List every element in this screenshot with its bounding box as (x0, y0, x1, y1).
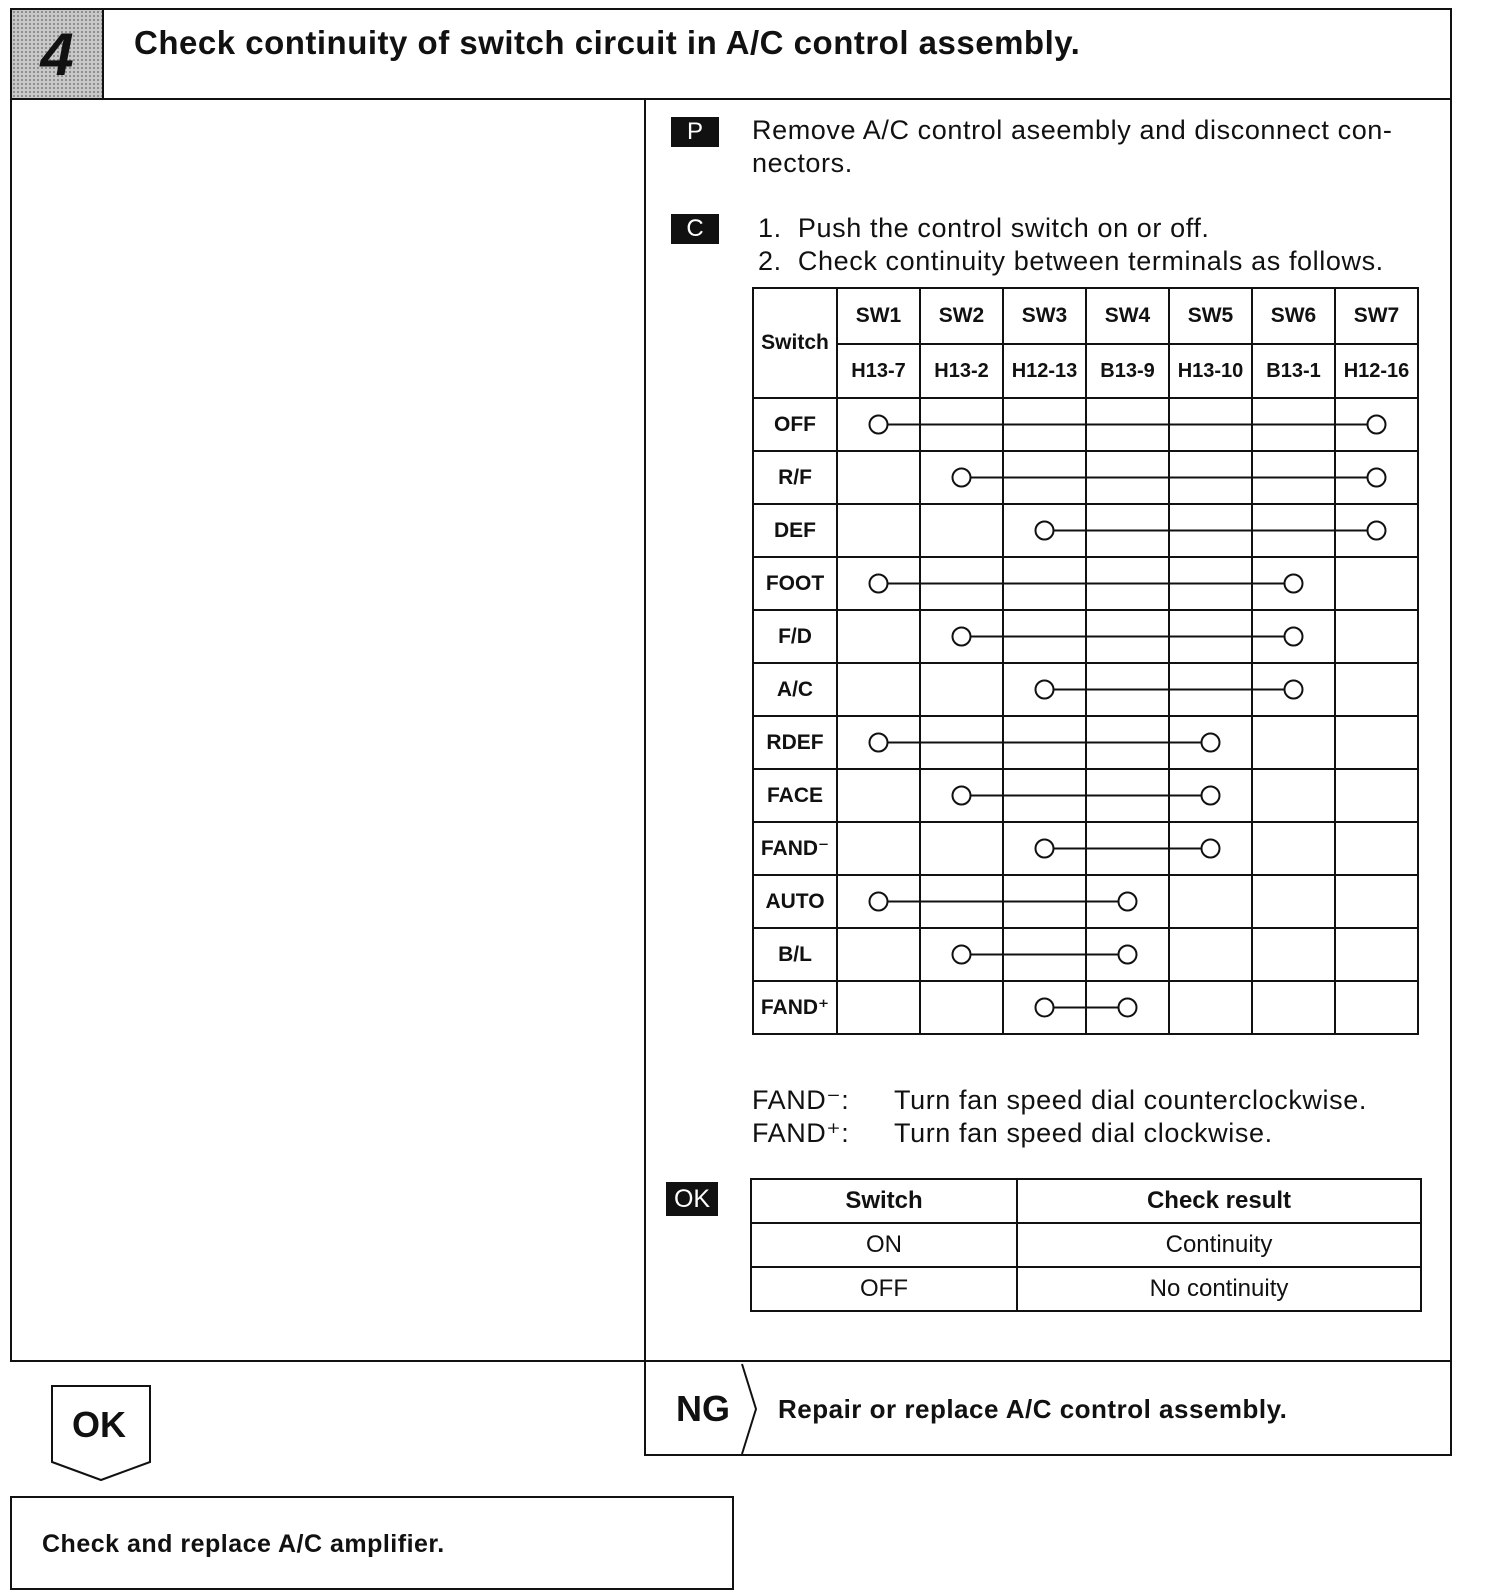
terminal-circle-icon (870, 575, 888, 593)
result-cell: Continuity (1017, 1223, 1421, 1267)
terminal-header: B13-9 (1086, 344, 1169, 398)
result-header-check: Check result (1017, 1179, 1421, 1223)
terminal-circle-icon (1202, 840, 1220, 858)
fand-notes (752, 1084, 1367, 1150)
note-fand-plus-text: Turn fan speed dial clockwise. (894, 1118, 1273, 1148)
next-step-text: Check and replace A/C amplifier. (42, 1530, 445, 1558)
terminal-circle-icon (1036, 522, 1054, 540)
terminal-circle-icon (1119, 946, 1137, 964)
procedure-text-line1: Remove A/C control aseembly and disconnect con- (752, 115, 1393, 145)
check-step-2: 2. Check continuity between terminals as follows. (758, 246, 1384, 276)
row-label: FAND⁻ (753, 822, 837, 875)
row-label: AUTO (753, 875, 837, 928)
terminal-circle-icon (1285, 628, 1303, 646)
note-fand-plus-label: FAND⁺: (752, 1118, 850, 1148)
row-label: F/D (753, 610, 837, 663)
terminal-circle-icon (1202, 734, 1220, 752)
ng-label: NG (676, 1388, 730, 1429)
terminal-circle-icon (1368, 469, 1386, 487)
switch-header: SW2 (920, 288, 1003, 344)
row-label: FACE (753, 769, 837, 822)
terminal-header: H13-2 (920, 344, 1003, 398)
row-label: FOOT (753, 557, 837, 610)
result-header-row (751, 1179, 1421, 1223)
ok-badge: OK (666, 1182, 718, 1216)
result-row (751, 1267, 1421, 1311)
check-badge: C (671, 214, 719, 244)
terminal-circle-icon (953, 787, 971, 805)
row-label: RDEF (753, 716, 837, 769)
terminal-circle-icon (1202, 787, 1220, 805)
result-cell: No continuity (1017, 1267, 1421, 1311)
switch-header: SW1 (837, 288, 920, 344)
row-label: OFF (753, 398, 837, 451)
note-fand-minus-text: Turn fan speed dial counterclockwise. (894, 1085, 1367, 1115)
switch-header: SW7 (1335, 288, 1418, 344)
terminal-header: H13-7 (837, 344, 920, 398)
terminal-circle-icon (870, 734, 888, 752)
result-header-switch: Switch (751, 1179, 1017, 1223)
check-step-1: 1. Push the control switch on or off. (758, 213, 1210, 243)
terminal-header: H12-13 (1003, 344, 1086, 398)
terminal-circle-icon (1119, 893, 1137, 911)
page-title: Check continuity of switch circuit in A/C control assembly. (134, 24, 1081, 61)
result-cell: OFF (751, 1267, 1017, 1311)
terminal-circle-icon (1036, 999, 1054, 1017)
terminal-circle-icon (870, 893, 888, 911)
terminal-header: H12-16 (1335, 344, 1418, 398)
step-number: 4 (40, 20, 74, 88)
procedure-text-line2: nectors. (752, 148, 853, 178)
ng-action: Repair or replace A/C control assembly. (778, 1394, 1288, 1424)
row-label: DEF (753, 504, 837, 557)
switch-header: SW6 (1252, 288, 1335, 344)
terminal-circle-icon (1285, 681, 1303, 699)
note-fand-minus (752, 1084, 1367, 1117)
row-label: A/C (753, 663, 837, 716)
switch-header: SW4 (1086, 288, 1169, 344)
terminal-circle-icon (1036, 840, 1054, 858)
switch-header: SW5 (1169, 288, 1252, 344)
terminal-circle-icon (1368, 416, 1386, 434)
terminal-circle-icon (870, 416, 888, 434)
switch-header: SW3 (1003, 288, 1086, 344)
terminal-circle-icon (1036, 681, 1054, 699)
note-fand-minus-label: FAND⁻: (752, 1085, 850, 1115)
terminal-header: B13-1 (1252, 344, 1335, 398)
result-table (750, 1178, 1422, 1312)
terminal-circle-icon (953, 946, 971, 964)
terminal-circle-icon (1285, 575, 1303, 593)
ok-label: OK (72, 1404, 126, 1445)
terminal-circle-icon (953, 628, 971, 646)
terminal-circle-icon (1368, 522, 1386, 540)
ng-arrow-icon (740, 1362, 760, 1456)
terminal-circle-icon (953, 469, 971, 487)
switch-column-header: Switch (753, 288, 837, 398)
note-fand-plus (752, 1117, 1367, 1150)
terminal-circle-icon (1119, 999, 1137, 1017)
procedure-badge: P (671, 117, 719, 147)
row-label: R/F (753, 451, 837, 504)
row-label: B/L (753, 928, 837, 981)
result-row (751, 1223, 1421, 1267)
result-cell: ON (751, 1223, 1017, 1267)
row-label: FAND⁺ (753, 981, 837, 1034)
terminal-header: H13-10 (1169, 344, 1252, 398)
